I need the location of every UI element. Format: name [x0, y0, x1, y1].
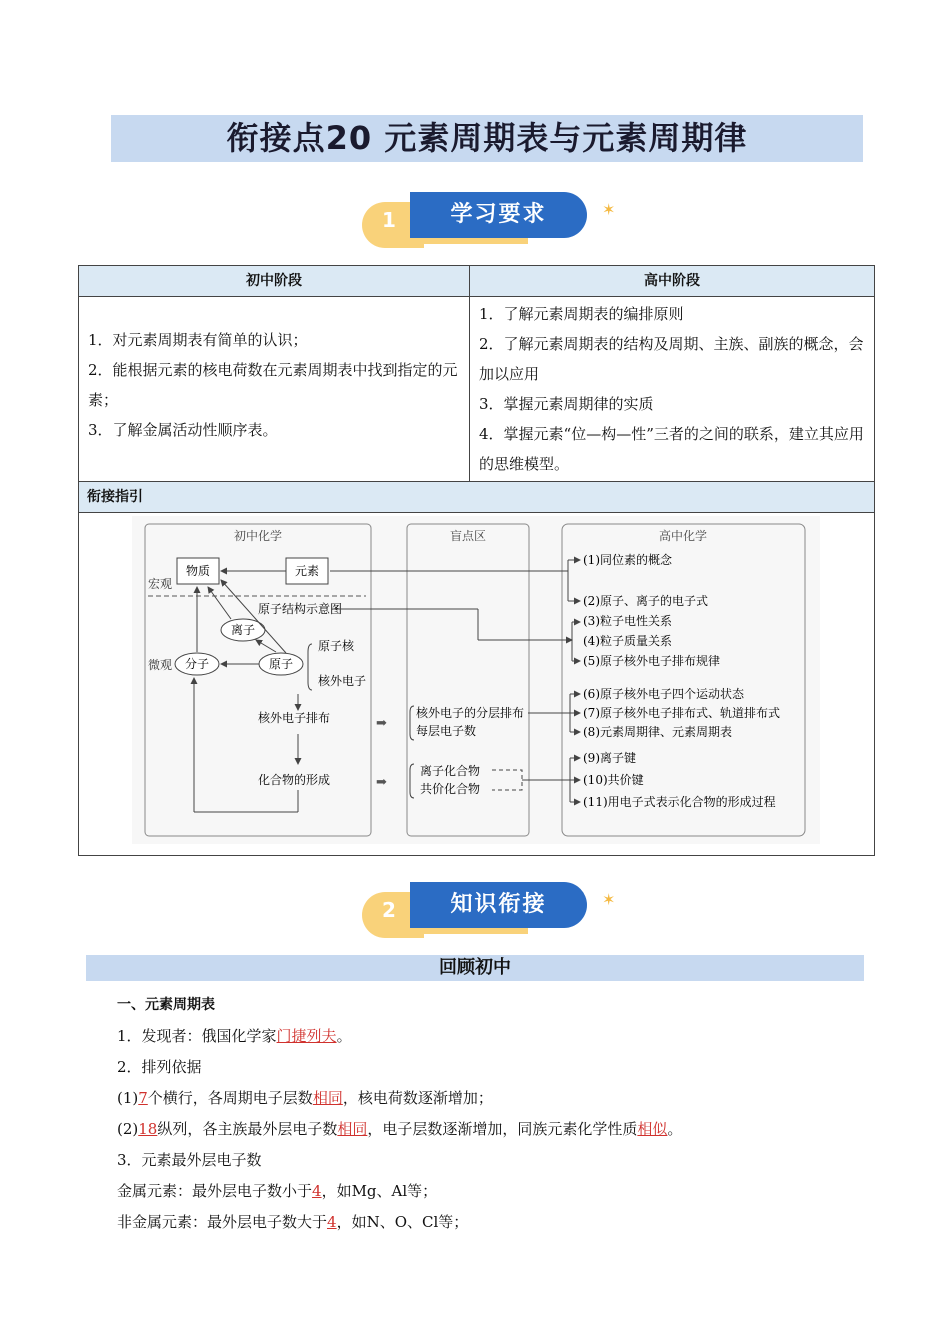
- junior-header: 初中阶段: [79, 266, 470, 297]
- line-basis: 2．排列依据: [117, 1058, 202, 1076]
- svg-text:原子结构示意图: 原子结构示意图: [258, 602, 343, 616]
- svg-text:➡: ➡: [376, 716, 387, 731]
- svg-text:(8)元素周期律、元素周期表: (8)元素周期律、元素周期表: [583, 725, 732, 739]
- svg-text:元素: 元素: [294, 564, 320, 578]
- svg-text:微观: 微观: [148, 658, 173, 672]
- svg-text:(2)原子、离子的电子式: (2)原子、离子的电子式: [583, 594, 708, 608]
- line-discoverer: 1．发现者：俄国化学家门捷列夫。: [117, 1027, 352, 1045]
- junior-requirements: 1．对元素周期表有简单的认识； 2．能根据元素的核电荷数在元素周期表中找到指定的元素； 3．了解金属活动性顺序表。: [79, 297, 470, 482]
- line-outer-electrons: 3．元素最外层电子数: [117, 1151, 262, 1169]
- line-periods: (1)7个横行，各周期电子层数相同，核电荷数逐渐增加；: [117, 1089, 493, 1107]
- svg-text:化合物的形成: 化合物的形成: [258, 773, 331, 787]
- bridge-diagram: [80, 514, 873, 854]
- svg-text:(6)原子核外电子四个运动状态: (6)原子核外电子四个运动状态: [583, 687, 744, 701]
- guide-label: 衔接指引: [79, 482, 875, 513]
- svg-text:(1)同位素的概念: (1)同位素的概念: [583, 553, 672, 567]
- bridge-diagram-cell: [79, 513, 875, 856]
- svg-text:原子: 原子: [268, 657, 294, 671]
- sparkle-icon: ✶: [602, 890, 616, 909]
- svg-text:高中化学: 高中化学: [658, 529, 708, 543]
- badge-label: 学习要求: [410, 192, 587, 238]
- badge-number: 1: [382, 208, 396, 232]
- svg-text:核外电子排布: 核外电子排布: [258, 711, 331, 725]
- svg-text:(11)用电子式表示化合物的形成过程: (11)用电子式表示化合物的形成过程: [583, 795, 776, 809]
- svg-text:初中化学: 初中化学: [233, 529, 283, 543]
- line-groups: (2)18纵列，各主族最外层电子数相同，电子层数逐渐增加，同族元素化学性质相似。: [117, 1120, 683, 1138]
- svg-text:盲点区: 盲点区: [449, 529, 487, 543]
- badge-label: 知识衔接: [410, 882, 587, 928]
- sparkle-icon: ✶: [602, 200, 616, 219]
- section-heading: 一、元素周期表: [117, 997, 215, 1013]
- svg-text:离子: 离子: [230, 623, 256, 637]
- svg-text:每层电子数: 每层电子数: [416, 724, 477, 738]
- section-bar: 回顾初中: [86, 955, 864, 981]
- review-content: [117, 990, 867, 1238]
- svg-text:➡: ➡: [376, 775, 387, 790]
- svg-text:(9)离子键: (9)离子键: [583, 751, 636, 765]
- svg-text:核外电子: 核外电子: [318, 674, 367, 688]
- badge-number: 2: [382, 898, 396, 922]
- senior-requirements: 1．了解元素周期表的编排原则 2．了解元素周期表的结构及周期、主族、副族的概念，会加以应用 3．掌握元素周期律的实质 4．掌握元素“位—构—性”三者的之间的联系，建立其应用的思维模型。: [470, 297, 875, 482]
- svg-text:(10)共价键: (10)共价键: [583, 773, 644, 787]
- svg-text:分子: 分子: [184, 657, 210, 671]
- line-nonmetals: 非金属元素：最外层电子数大于4，如N、O、Cl等；: [117, 1213, 469, 1231]
- svg-text:原子核: 原子核: [318, 639, 355, 653]
- svg-text:共价化合物: 共价化合物: [420, 782, 481, 796]
- svg-text:物质: 物质: [185, 564, 211, 578]
- requirements-table: [78, 265, 875, 856]
- svg-text:离子化合物: 离子化合物: [420, 764, 481, 778]
- svg-text:宏观: 宏观: [148, 577, 173, 591]
- svg-text:(3)粒子电性关系: (3)粒子电性关系: [583, 614, 672, 628]
- page-title: 衔接点20 元素周期表与元素周期律: [111, 115, 863, 162]
- svg-text:(4)粒子质量关系: (4)粒子质量关系: [583, 634, 672, 648]
- svg-text:(5)原子核外电子排布规律: (5)原子核外电子排布规律: [583, 654, 720, 668]
- line-metals: 金属元素：最外层电子数小于4，如Mg、Al等；: [117, 1182, 438, 1200]
- svg-text:(7)原子核外电子排布式、轨道排布式: (7)原子核外电子排布式、轨道排布式: [583, 706, 780, 720]
- senior-header: 高中阶段: [470, 266, 875, 297]
- svg-text:核外电子的分层排布: 核外电子的分层排布: [416, 706, 525, 720]
